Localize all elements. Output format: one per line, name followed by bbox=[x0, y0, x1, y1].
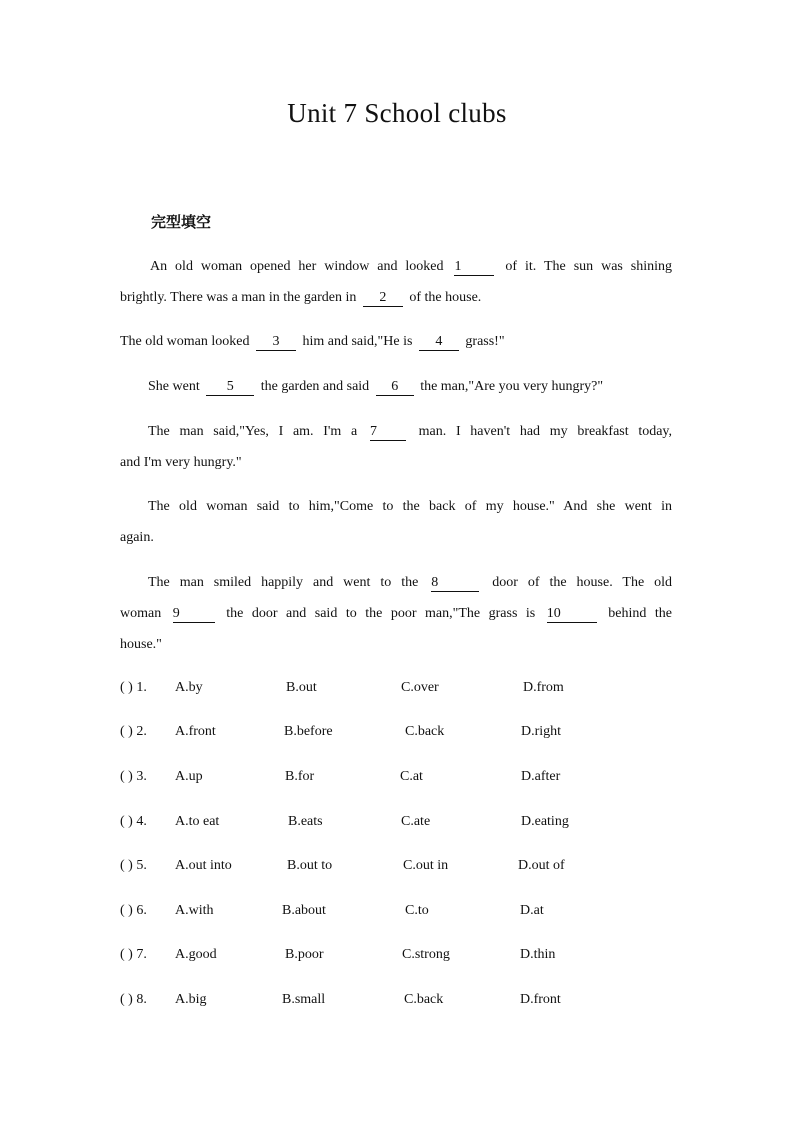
passage-text: The man smiled happily and went to the bbox=[148, 575, 419, 590]
option-a[interactable]: A.to eat bbox=[175, 814, 220, 829]
option-c[interactable]: C.back bbox=[405, 724, 445, 739]
option-a[interactable]: A.good bbox=[175, 947, 217, 962]
passage-text: again. bbox=[120, 530, 154, 545]
option-d[interactable]: D.after bbox=[521, 769, 561, 784]
option-d[interactable]: D.front bbox=[520, 992, 561, 1007]
question-row-6 bbox=[120, 903, 680, 923]
passage-line bbox=[120, 528, 672, 548]
option-c[interactable]: C.to bbox=[405, 903, 429, 918]
question-row-4 bbox=[120, 814, 680, 834]
blank-6[interactable]: 6 bbox=[376, 379, 414, 396]
option-b[interactable]: B.out to bbox=[287, 858, 333, 873]
blank-3[interactable]: 3 bbox=[256, 334, 296, 351]
question-row-2 bbox=[120, 724, 680, 744]
option-d[interactable]: D.from bbox=[523, 680, 564, 695]
blank-4[interactable]: 4 bbox=[419, 334, 459, 351]
passage-text: the man,"Are you very hungry?" bbox=[420, 379, 604, 394]
option-c[interactable]: C.over bbox=[401, 680, 439, 695]
question-number[interactable]: ( ) 7. bbox=[120, 947, 147, 962]
question-number[interactable]: ( ) 4. bbox=[120, 814, 147, 829]
option-c[interactable]: C.out in bbox=[403, 858, 449, 873]
option-c[interactable]: C.ate bbox=[401, 814, 431, 829]
option-c[interactable]: C.back bbox=[404, 992, 444, 1007]
passage-text: The old woman looked bbox=[120, 334, 250, 349]
blank-2[interactable]: 2 bbox=[363, 290, 403, 307]
section-heading: 完型填空 bbox=[151, 213, 212, 231]
blank-5[interactable]: 5 bbox=[206, 379, 254, 396]
question-number[interactable]: ( ) 3. bbox=[120, 769, 147, 784]
blank-8[interactable]: 8 bbox=[431, 575, 479, 592]
question-number[interactable]: ( ) 5. bbox=[120, 858, 147, 873]
passage-line bbox=[120, 332, 672, 352]
passage-text: door of the house. The old bbox=[492, 575, 673, 590]
option-d[interactable]: D.at bbox=[520, 903, 544, 918]
option-a[interactable]: A.big bbox=[175, 992, 207, 1007]
passage-line bbox=[120, 288, 672, 308]
passage-text: of the house. bbox=[409, 290, 482, 305]
option-b[interactable]: B.eats bbox=[288, 814, 323, 829]
option-d[interactable]: D.thin bbox=[520, 947, 556, 962]
question-number[interactable]: ( ) 8. bbox=[120, 992, 147, 1007]
passage-text: The man said,"Yes, I am. I'm a bbox=[148, 424, 358, 439]
passage-line bbox=[120, 497, 672, 517]
passage-text: behind the bbox=[608, 606, 673, 621]
option-a[interactable]: A.by bbox=[175, 680, 203, 695]
passage-text: The old woman said to him,"Come to the back of my house." And she went in bbox=[148, 499, 672, 514]
option-a[interactable]: A.out into bbox=[175, 858, 232, 873]
passage-text: and I'm very hungry." bbox=[120, 455, 242, 470]
passage-text: him and said,"He is bbox=[302, 334, 413, 349]
question-row-8 bbox=[120, 992, 680, 1012]
option-b[interactable]: B.poor bbox=[285, 947, 324, 962]
option-b[interactable]: B.out bbox=[286, 680, 317, 695]
option-a[interactable]: A.with bbox=[175, 903, 214, 918]
question-number[interactable]: ( ) 2. bbox=[120, 724, 147, 739]
passage-text: the garden and said bbox=[260, 379, 370, 394]
passage-line bbox=[120, 573, 672, 593]
option-d[interactable]: D.eating bbox=[521, 814, 569, 829]
question-row-5 bbox=[120, 858, 680, 878]
passage-line bbox=[120, 257, 672, 277]
passage-text: house." bbox=[120, 637, 162, 652]
passage-text: An old woman opened her window and looked bbox=[150, 259, 444, 274]
question-number[interactable]: ( ) 1. bbox=[120, 680, 147, 695]
passage-line bbox=[120, 377, 672, 397]
passage-text: woman bbox=[120, 606, 162, 621]
option-c[interactable]: C.strong bbox=[402, 947, 450, 962]
option-b[interactable]: B.about bbox=[282, 903, 326, 918]
question-number[interactable]: ( ) 6. bbox=[120, 903, 147, 918]
question-row-7 bbox=[120, 947, 680, 967]
blank-1[interactable]: 1 bbox=[454, 259, 494, 276]
option-a[interactable]: A.up bbox=[175, 769, 203, 784]
blank-10[interactable]: 10 bbox=[547, 606, 597, 623]
passage-text: man. I haven't had my breakfast today, bbox=[418, 424, 673, 439]
blank-9[interactable]: 9 bbox=[173, 606, 215, 623]
option-b[interactable]: B.before bbox=[284, 724, 333, 739]
blank-7[interactable]: 7 bbox=[370, 424, 406, 441]
passage-text: grass!" bbox=[465, 334, 505, 349]
passage-text: She went bbox=[148, 379, 200, 394]
passage-line bbox=[120, 453, 672, 473]
passage-text: of it. The sun was shining bbox=[505, 259, 673, 274]
option-b[interactable]: B.small bbox=[282, 992, 326, 1007]
passage-line bbox=[120, 635, 672, 655]
option-c[interactable]: C.at bbox=[400, 769, 423, 784]
passage-text: the door and said to the poor man,"The grass is bbox=[226, 606, 536, 621]
passage-line bbox=[120, 422, 672, 442]
question-row-1 bbox=[120, 680, 680, 700]
option-a[interactable]: A.front bbox=[175, 724, 216, 739]
question-row-3 bbox=[120, 769, 680, 789]
passage-line bbox=[120, 604, 672, 624]
page-title: Unit 7 School clubs bbox=[287, 98, 507, 128]
option-d[interactable]: D.right bbox=[521, 724, 562, 739]
passage-text: brightly. There was a man in the garden in bbox=[120, 290, 357, 305]
option-b[interactable]: B.for bbox=[285, 769, 315, 784]
option-d[interactable]: D.out of bbox=[518, 858, 565, 873]
